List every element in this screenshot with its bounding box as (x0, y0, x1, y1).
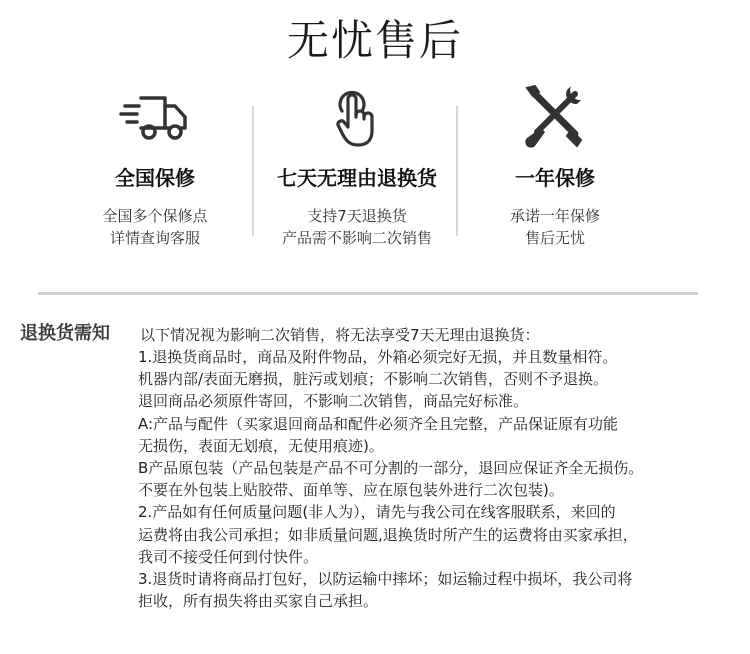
page-title: 无忧售后 (286, 16, 463, 65)
notice-intro: 以下情况视为影响二次销售，将无法享受7天无理由退换货： (140, 326, 540, 344)
feature-desc (460, 205, 650, 249)
feature-desc-line: 详情查询客服 (109, 229, 200, 247)
feature-desc (262, 205, 452, 249)
feature-desc-line: 承诺一年保修 (509, 207, 600, 225)
delivery-truck-icon (60, 78, 250, 158)
rule-line: A:产品与配件（买家退回商品和配件必须齐全且完整，产品保证原有功能 (138, 414, 619, 433)
notice-title: 退换货需知 (20, 323, 110, 344)
feature-name: 七天无理由退换货 (277, 166, 437, 190)
rule-line: 2.产品如有任何质量问题(非人为），请先与我公司在线客服联系，来回的 (138, 503, 616, 522)
rule-line: 拒收，所有损失将由买家自己承担。 (138, 592, 379, 611)
rule-line: 运费将由我公司承担；如非质量问题,退换货时所产生的运费将由买家承担， (138, 525, 638, 544)
feature-desc-line: 产品需不影响二次销售 (281, 229, 432, 247)
rule-line: B产品原包装（产品包装是产品不可分割的一部分，退回应保证齐全无损伤。 (138, 459, 644, 478)
feature-seven-day-return (262, 78, 452, 249)
rule-line: 机器内部/表面无磨损，脏污或划痕；不影响二次销售，否则不予退换。 (138, 370, 609, 389)
rule-line: 3.退货时请将商品打包好，以防运输中摔坏；如运输过程中损坏，我公司将 (138, 570, 633, 589)
feature-name: 一年保修 (515, 166, 595, 190)
rule-line: 无损伤，表面无划痕，无使用痕迹)。 (138, 436, 384, 455)
rule-line: 退回商品必须原件寄回，不影响二次销售，商品完好标准。 (138, 392, 529, 411)
wrench-screwdriver-icon (460, 78, 650, 158)
rule-line: 1.退换货商品时，商品及附件物品，外箱必须完好无损，并且数量相符。 (138, 348, 618, 366)
feature-desc-line: 全国多个保修点 (102, 207, 208, 225)
feature-desc (60, 205, 250, 249)
feature-nationwide-warranty (60, 78, 250, 249)
feature-one-year-warranty (460, 78, 650, 249)
feature-desc-line: 支持7天退换货 (307, 207, 407, 225)
feature-desc-line: 售后无忧 (524, 229, 585, 247)
section-divider (38, 292, 698, 295)
rule-line: 我司不接受任何到付快件。 (138, 547, 319, 566)
rule-line: 不要在外包装上贴胶带、面单等、应在原包装外进行二次包装)。 (138, 481, 564, 500)
feature-row (0, 78, 750, 258)
divider (456, 106, 458, 236)
divider (252, 106, 254, 236)
feature-name: 全国保修 (115, 166, 195, 190)
tap-finger-icon (262, 78, 452, 158)
notice-rules (138, 346, 738, 612)
